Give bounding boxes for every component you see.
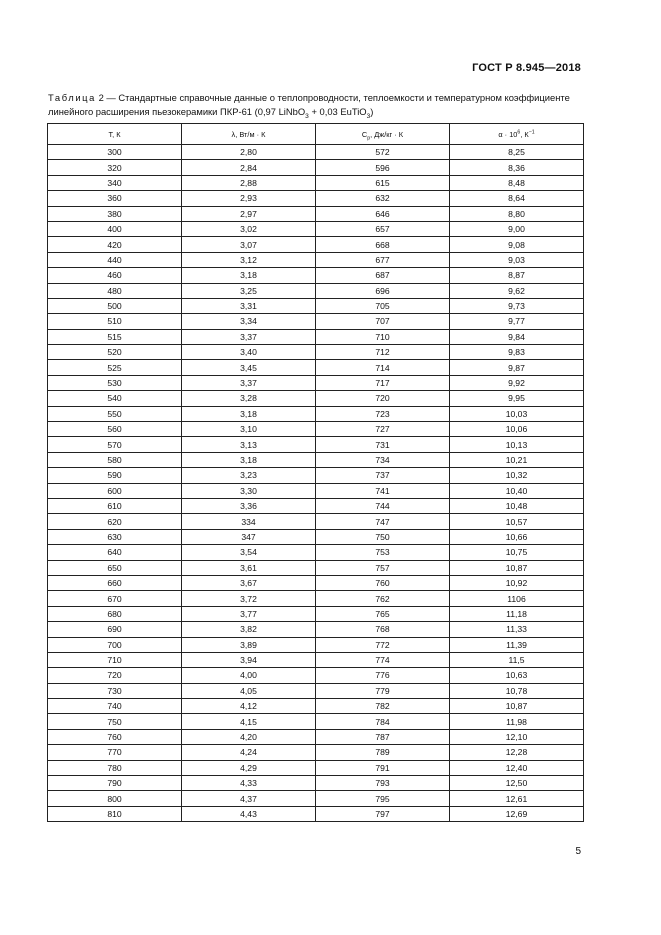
cell-conductivity: 4,37 <box>182 791 316 806</box>
cell-expansion: 10,32 <box>450 468 584 483</box>
cell-expansion: 12,10 <box>450 729 584 744</box>
cell-temperature: 360 <box>48 191 182 206</box>
cell-expansion: 10,13 <box>450 437 584 452</box>
cell-temperature: 420 <box>48 237 182 252</box>
header-alpha-sup: 6 <box>517 129 521 136</box>
cell-expansion: 11,39 <box>450 637 584 652</box>
cell-expansion: 10,57 <box>450 514 584 529</box>
cell-heat-capacity: 772 <box>316 637 450 652</box>
cell-conductivity: 3,18 <box>182 268 316 283</box>
cell-conductivity: 3,07 <box>182 237 316 252</box>
table-row <box>48 298 584 313</box>
cell-conductivity: 3,37 <box>182 375 316 390</box>
table-row <box>48 591 584 606</box>
cell-heat-capacity: 677 <box>316 252 450 267</box>
cell-temperature: 400 <box>48 221 182 236</box>
cell-expansion: 9,08 <box>450 237 584 252</box>
cell-conductivity: 2,88 <box>182 175 316 190</box>
cell-temperature: 500 <box>48 298 182 313</box>
cell-temperature: 460 <box>48 268 182 283</box>
table-row <box>48 329 584 344</box>
caption-lead: Таблица <box>48 92 96 103</box>
cell-temperature: 530 <box>48 375 182 390</box>
document-code: ГОСТ Р 8.945—2018 <box>472 62 581 74</box>
cell-heat-capacity: 779 <box>316 683 450 698</box>
cell-expansion: 12,50 <box>450 776 584 791</box>
table-row <box>48 652 584 667</box>
cell-expansion: 9,95 <box>450 391 584 406</box>
cell-heat-capacity: 737 <box>316 468 450 483</box>
cell-temperature: 800 <box>48 791 182 806</box>
table-row <box>48 637 584 652</box>
cell-temperature: 710 <box>48 652 182 667</box>
header-temperature: T, К <box>48 124 182 145</box>
cell-expansion: 8,48 <box>450 175 584 190</box>
cell-temperature: 600 <box>48 483 182 498</box>
cell-expansion: 10,87 <box>450 560 584 575</box>
table-row <box>48 575 584 590</box>
cell-conductivity: 3,61 <box>182 560 316 575</box>
table-row <box>48 606 584 621</box>
header-heat-capacity <box>316 124 450 145</box>
cell-heat-capacity: 787 <box>316 729 450 744</box>
cell-temperature: 440 <box>48 252 182 267</box>
caption-number: 2 <box>98 92 104 103</box>
header-alpha-unit-sup: −1 <box>528 129 535 136</box>
cell-temperature: 520 <box>48 345 182 360</box>
cell-temperature: 540 <box>48 391 182 406</box>
table-row <box>48 483 584 498</box>
cell-conductivity: 3,12 <box>182 252 316 267</box>
table-row <box>48 806 584 821</box>
cell-expansion: 11,18 <box>450 606 584 621</box>
table-row <box>48 514 584 529</box>
table-row <box>48 622 584 637</box>
cell-expansion: 10,63 <box>450 668 584 683</box>
cell-expansion: 10,75 <box>450 545 584 560</box>
cell-temperature: 750 <box>48 714 182 729</box>
table-row <box>48 221 584 236</box>
cell-conductivity: 3,30 <box>182 483 316 498</box>
cell-expansion: 10,03 <box>450 406 584 421</box>
cell-heat-capacity: 734 <box>316 452 450 467</box>
table-row <box>48 406 584 421</box>
cell-expansion: 9,87 <box>450 360 584 375</box>
cell-conductivity: 2,84 <box>182 160 316 175</box>
table-row <box>48 714 584 729</box>
cell-expansion: 8,36 <box>450 160 584 175</box>
header-cp-sub: p <box>367 134 371 141</box>
cell-temperature: 810 <box>48 806 182 821</box>
cell-heat-capacity: 727 <box>316 422 450 437</box>
cell-expansion: 9,77 <box>450 314 584 329</box>
cell-conductivity: 3,72 <box>182 591 316 606</box>
cell-temperature: 790 <box>48 776 182 791</box>
cell-heat-capacity: 731 <box>316 437 450 452</box>
cell-temperature: 680 <box>48 606 182 621</box>
table-row <box>48 699 584 714</box>
cell-heat-capacity: 784 <box>316 714 450 729</box>
header-conductivity: λ, Вт/м · К <box>182 124 316 145</box>
cell-temperature: 660 <box>48 575 182 590</box>
caption-text-end: ) <box>370 106 374 117</box>
cell-expansion: 10,87 <box>450 699 584 714</box>
cell-heat-capacity: 632 <box>316 191 450 206</box>
cell-temperature: 720 <box>48 668 182 683</box>
table-row <box>48 360 584 375</box>
header-cp-base: C <box>361 129 368 139</box>
table-header-row <box>48 124 584 145</box>
cell-expansion: 9,84 <box>450 329 584 344</box>
table-row <box>48 252 584 267</box>
header-expansion <box>450 124 584 145</box>
cell-heat-capacity: 687 <box>316 268 450 283</box>
cell-conductivity: 3,02 <box>182 221 316 236</box>
cell-heat-capacity: 753 <box>316 545 450 560</box>
cell-conductivity: 3,82 <box>182 622 316 637</box>
data-table <box>47 123 584 822</box>
cell-heat-capacity: 793 <box>316 776 450 791</box>
cell-expansion: 1106 <box>450 591 584 606</box>
cell-temperature: 570 <box>48 437 182 452</box>
cell-temperature: 700 <box>48 637 182 652</box>
table-row <box>48 545 584 560</box>
cell-temperature: 550 <box>48 406 182 421</box>
cell-expansion: 9,73 <box>450 298 584 313</box>
cell-conductivity: 3,40 <box>182 345 316 360</box>
cell-expansion: 11,5 <box>450 652 584 667</box>
table-row <box>48 683 584 698</box>
caption-text-mid: + 0,03 EuTiO <box>308 106 367 117</box>
cell-heat-capacity: 782 <box>316 699 450 714</box>
cell-temperature: 590 <box>48 468 182 483</box>
cell-heat-capacity: 762 <box>316 591 450 606</box>
cell-conductivity: 3,67 <box>182 575 316 590</box>
cell-expansion: 10,21 <box>450 452 584 467</box>
cell-conductivity: 4,15 <box>182 714 316 729</box>
header-alpha-prefix: α · 10 <box>498 129 518 139</box>
cell-heat-capacity: 596 <box>316 160 450 175</box>
table-row <box>48 745 584 760</box>
table-row <box>48 776 584 791</box>
cell-expansion: 8,25 <box>450 145 584 160</box>
table-row <box>48 422 584 437</box>
table-row <box>48 375 584 390</box>
cell-expansion: 10,06 <box>450 422 584 437</box>
table-caption <box>48 91 588 119</box>
cell-temperature: 320 <box>48 160 182 175</box>
cell-heat-capacity: 720 <box>316 391 450 406</box>
cell-heat-capacity: 795 <box>316 791 450 806</box>
cell-temperature: 670 <box>48 591 182 606</box>
cell-heat-capacity: 615 <box>316 175 450 190</box>
table-row <box>48 468 584 483</box>
cell-temperature: 630 <box>48 529 182 544</box>
cell-heat-capacity: 768 <box>316 622 450 637</box>
caption-sub: 3 <box>305 112 309 120</box>
cell-temperature: 650 <box>48 560 182 575</box>
cell-conductivity: 3,23 <box>182 468 316 483</box>
cell-heat-capacity: 789 <box>316 745 450 760</box>
cell-conductivity: 4,05 <box>182 683 316 698</box>
cell-heat-capacity: 776 <box>316 668 450 683</box>
cell-heat-capacity: 760 <box>316 575 450 590</box>
table-row <box>48 145 584 160</box>
cell-heat-capacity: 797 <box>316 806 450 821</box>
table-row <box>48 268 584 283</box>
cell-expansion: 10,48 <box>450 498 584 513</box>
cell-heat-capacity: 744 <box>316 498 450 513</box>
cell-heat-capacity: 657 <box>316 221 450 236</box>
cell-temperature: 730 <box>48 683 182 698</box>
cell-conductivity: 4,29 <box>182 760 316 775</box>
cell-temperature: 740 <box>48 699 182 714</box>
cell-temperature: 480 <box>48 283 182 298</box>
cell-expansion: 9,92 <box>450 375 584 390</box>
cell-conductivity: 3,10 <box>182 422 316 437</box>
cell-heat-capacity: 774 <box>316 652 450 667</box>
table-row <box>48 560 584 575</box>
cell-expansion: 9,62 <box>450 283 584 298</box>
table-row <box>48 391 584 406</box>
cell-heat-capacity: 741 <box>316 483 450 498</box>
caption-sub: 3 <box>366 112 371 120</box>
cell-heat-capacity: 705 <box>316 298 450 313</box>
cell-temperature: 610 <box>48 498 182 513</box>
cell-conductivity: 3,31 <box>182 298 316 313</box>
cell-conductivity: 3,94 <box>182 652 316 667</box>
cell-conductivity: 3,34 <box>182 314 316 329</box>
header-alpha-unit: , К <box>520 129 529 139</box>
page-number: 5 <box>575 846 581 857</box>
caption-text: — Стандартные справочные данные о теплопроводности, теплоемкости и температурном коэффициенте линейного расширения пьезокерамики ПКР-61 (0,97 LiNbO <box>48 92 570 117</box>
header-cp-unit: , Дж/кг · К <box>370 129 404 139</box>
table-row <box>48 191 584 206</box>
cell-expansion: 9,83 <box>450 345 584 360</box>
cell-expansion: 10,40 <box>450 483 584 498</box>
cell-heat-capacity: 757 <box>316 560 450 575</box>
cell-expansion: 10,78 <box>450 683 584 698</box>
cell-heat-capacity: 747 <box>316 514 450 529</box>
table-row <box>48 760 584 775</box>
cell-conductivity: 3,37 <box>182 329 316 344</box>
cell-heat-capacity: 714 <box>316 360 450 375</box>
cell-conductivity: 2,97 <box>182 206 316 221</box>
cell-expansion: 8,80 <box>450 206 584 221</box>
cell-heat-capacity: 710 <box>316 329 450 344</box>
table-row <box>48 498 584 513</box>
cell-conductivity: 4,12 <box>182 699 316 714</box>
cell-expansion: 8,64 <box>450 191 584 206</box>
table-row <box>48 345 584 360</box>
table-row <box>48 160 584 175</box>
cell-temperature: 340 <box>48 175 182 190</box>
cell-conductivity: 3,28 <box>182 391 316 406</box>
cell-temperature: 690 <box>48 622 182 637</box>
cell-expansion: 11,33 <box>450 622 584 637</box>
cell-conductivity: 3,45 <box>182 360 316 375</box>
cell-conductivity: 3,18 <box>182 406 316 421</box>
cell-expansion: 12,69 <box>450 806 584 821</box>
cell-temperature: 760 <box>48 729 182 744</box>
cell-temperature: 640 <box>48 545 182 560</box>
cell-heat-capacity: 765 <box>316 606 450 621</box>
cell-expansion: 10,66 <box>450 529 584 544</box>
cell-temperature: 780 <box>48 760 182 775</box>
cell-conductivity: 2,80 <box>182 145 316 160</box>
cell-expansion: 9,03 <box>450 252 584 267</box>
cell-conductivity: 3,25 <box>182 283 316 298</box>
table-row <box>48 452 584 467</box>
cell-conductivity: 4,43 <box>182 806 316 821</box>
cell-temperature: 515 <box>48 329 182 344</box>
cell-temperature: 580 <box>48 452 182 467</box>
cell-conductivity: 3,36 <box>182 498 316 513</box>
cell-heat-capacity: 723 <box>316 406 450 421</box>
cell-expansion: 12,40 <box>450 760 584 775</box>
table-row <box>48 668 584 683</box>
cell-expansion: 11,98 <box>450 714 584 729</box>
table-row <box>48 283 584 298</box>
cell-expansion: 12,61 <box>450 791 584 806</box>
cell-heat-capacity: 717 <box>316 375 450 390</box>
cell-conductivity: 4,33 <box>182 776 316 791</box>
cell-temperature: 380 <box>48 206 182 221</box>
cell-heat-capacity: 572 <box>316 145 450 160</box>
cell-conductivity: 4,00 <box>182 668 316 683</box>
cell-expansion: 9,00 <box>450 221 584 236</box>
cell-temperature: 770 <box>48 745 182 760</box>
table-row <box>48 175 584 190</box>
cell-conductivity: 334 <box>182 514 316 529</box>
cell-temperature: 560 <box>48 422 182 437</box>
cell-heat-capacity: 646 <box>316 206 450 221</box>
table-row <box>48 314 584 329</box>
table-body <box>48 145 584 822</box>
cell-heat-capacity: 696 <box>316 283 450 298</box>
cell-expansion: 8,87 <box>450 268 584 283</box>
table-row <box>48 529 584 544</box>
cell-heat-capacity: 668 <box>316 237 450 252</box>
cell-conductivity: 2,93 <box>182 191 316 206</box>
cell-temperature: 620 <box>48 514 182 529</box>
cell-heat-capacity: 750 <box>316 529 450 544</box>
cell-expansion: 12,28 <box>450 745 584 760</box>
table-row <box>48 729 584 744</box>
cell-heat-capacity: 712 <box>316 345 450 360</box>
cell-temperature: 525 <box>48 360 182 375</box>
cell-conductivity: 4,20 <box>182 729 316 744</box>
cell-temperature: 510 <box>48 314 182 329</box>
cell-conductivity: 4,24 <box>182 745 316 760</box>
cell-conductivity: 347 <box>182 529 316 544</box>
table-row <box>48 237 584 252</box>
cell-conductivity: 3,18 <box>182 452 316 467</box>
table-row <box>48 437 584 452</box>
cell-expansion: 10,92 <box>450 575 584 590</box>
cell-conductivity: 3,77 <box>182 606 316 621</box>
cell-heat-capacity: 791 <box>316 760 450 775</box>
cell-temperature: 300 <box>48 145 182 160</box>
cell-conductivity: 3,54 <box>182 545 316 560</box>
cell-conductivity: 3,89 <box>182 637 316 652</box>
cell-heat-capacity: 707 <box>316 314 450 329</box>
cell-conductivity: 3,13 <box>182 437 316 452</box>
table-row <box>48 206 584 221</box>
table-row <box>48 791 584 806</box>
